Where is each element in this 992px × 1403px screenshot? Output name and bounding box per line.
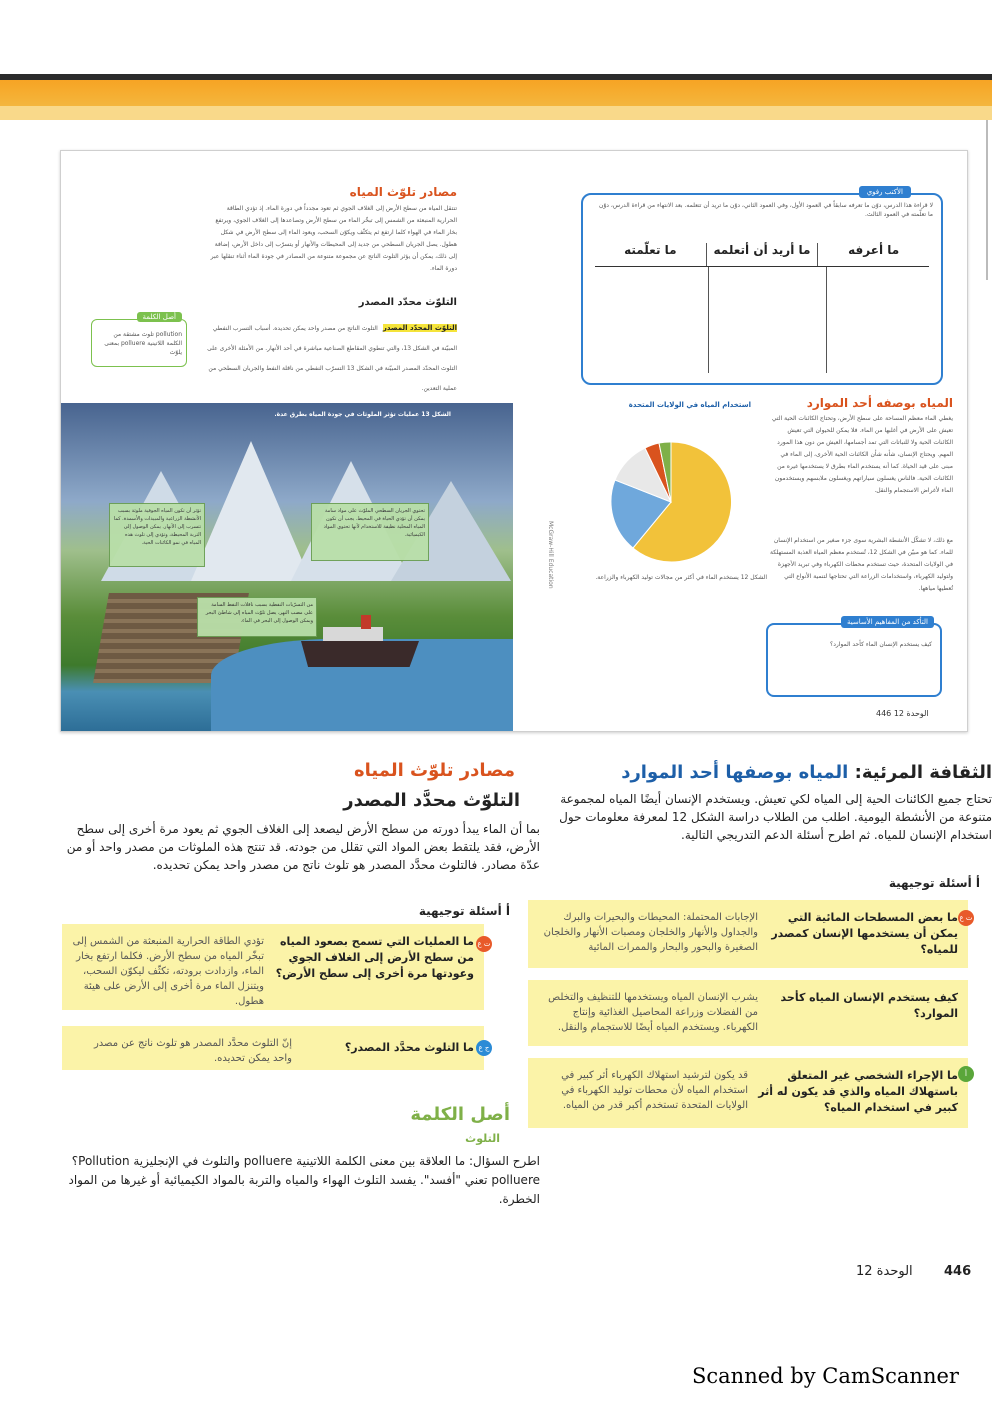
level-badge-left-2: ج ع (476, 1040, 492, 1056)
spread-resource-title: المياه بوصفه أحد الموارد (806, 396, 953, 410)
spread-def-highlight: التلوّث المحدّد المصدر (382, 324, 457, 332)
left-question-box-2 (62, 1026, 484, 1070)
page-edge-line (986, 120, 988, 280)
word-origin-paragraph: اطرح السؤال: ما العلاقة بين معنى الكلمة اللاتينية polluere والتلوث في الإنجليزية Pollution؟ polluere تعني "أفسد". يفسد التلوث الهواء والمياه والتربة بالمواد الكيميائية أو غيرها من المواد الخطرة. (68, 1154, 540, 1206)
callout-runoff-text: تحتوي الجريان السطحي الملوّث على مواد سامة يمكن أن تؤذي الحياة في المحيط. يجب أن تكون المياه المحلية نظيفة للاستخدام لأنها تحتوي المواد الكيميائية. (323, 508, 425, 538)
top-light-band (0, 106, 992, 120)
textbook-spread-image (60, 150, 968, 732)
spread-pollution-text: تنتقل المياه من سطح الأرض إلى الغلاف الجوي ثم تعود مجدداً في دورة الماء. إذ تؤدي الطاقة الحرارية المنبعثة من الشمس إلى تبخّر الماء من سطح الأرض وتصاعدها إلى الغلاف الجوي، ويرتفع بخار الماء في الهواء كلما ارتفع ثم يتكثّف ويكوّن السحب، ويعود الماء إلى سطح الأرض في شكل هطول. يصل الجريان السطحي من جديد إلى المحيطات والأنهار أو يتسرّب إلى داخل الأرض، إضافة إلى ذلك، يمكن أن يؤثر التلوث الناتج عن مجموعة متنوعة من المصادر في جودة الماء أثناء تنقلها عبر دورة الماء. (210, 205, 457, 272)
key-concept-check-box (766, 618, 942, 697)
callout-oil-spill-text: من التسرّبات النفطية بسبب ناقلات النفط السامة على مصب النهر، يصل تلوّث المياه إلى شاطئ البحر ويمكن الوصول إلى البحر في الماء. (205, 602, 313, 624)
spread-pollution-title: مصادر تلوّث المياه (349, 185, 457, 199)
level-badge-left-1: ت ع (476, 936, 492, 952)
left-answer-2: إنّ التلوث محدَّد المصدر هو تلوث ناتج عن مصدر واحد يمكن تحديده. (93, 1038, 292, 1064)
left-section-paragraph: بما أن الماء يبدأ دورته من سطح الأرض ليصعد إلى الغلاف الجوي ثم يعود مرة أخرى إلى سطح الأرض، فقد يلتقط بعض المواد التي تقلل من جودته. قد تنتج هذه الملوثات من مصدر واحد أو من عدّة مصادر. فالتلوث محدَّد المصدر هو تلوث ناتج من مصدر واحد يمكن تحديده. (66, 822, 540, 872)
kwl-instructions: لا قراءة هذا الدرس، دوّن ما تعرفه سابقاً في العمود الأول، وفي العمود الثاني، دوّن ما تريد أن تتعلمه. بعد الانتهاء من قراءة الدرس، دوّن ما تعلّمته في العمود الثالث. (599, 202, 933, 218)
left-question-2: ما التلوث محدَّد المصدر؟ (344, 1041, 474, 1054)
spread-resource-text: يغطي الماء معظم المساحة على سطح الأرض، وتحتاج الكائنات الحية التي تعيش على الأرض في أغلبها من الماء. فلا يمكن للحيوان التي تعيش الكائنات الحية ولا للنباتات التي تمد أجسامها، العيش من دون هذا المورد المهم. ويحتاج الإنسان، شأنه شأن الكائنات الحية الأخرى، إلى الماء في مبنى على قيد الحياة. كما أنه يستخدم الماء بطرق لا يستخدمها غيره من الكائنات الحية. فالناس يغسلون سياراتهم ويغسلون ملابسهم ويستخدمون الماء لأغراض الاستجمام والنقل. (771, 415, 953, 494)
left-section-subtitle: التلوّث محدَّد المصدر (343, 790, 520, 811)
spread-point-source-subtitle: التلوّث محدّد المصدر (358, 297, 457, 308)
kwl-tag: الأكتب رفوي (859, 186, 911, 198)
spread-vertical-credit: McGraw-Hill Education (547, 521, 554, 589)
left-question-box-1 (62, 924, 484, 1010)
kwl-divider (826, 267, 827, 373)
tanker-stack (361, 615, 371, 629)
right-question-box-1 (528, 900, 968, 968)
kwl-col-want: ما أريد أن أتعلمه (706, 243, 818, 266)
right-answer-3: قد يكون لترشيد استهلاك الكهرباء أثر كبير في استخدام المياه لأن محطات توليد الكهرباء في الولايات المتحدة تستخدم أكبر قدر من المياه. (561, 1070, 748, 1111)
right-question-1: ما بعض المسطحات المائية التي يمكن أن يستخدمها الإنسان كمصدر للمياه؟ (771, 911, 958, 956)
pie-title: استخدام المياه في الولايات المتحدة (628, 401, 751, 409)
callout-groundwater (109, 503, 205, 567)
right-question-2: كيف يستخدم الإنسان المياه كأحد الموارد؟ (780, 991, 958, 1020)
kwl-col-learned: ما تعلّمته (624, 243, 677, 257)
pie-caption: الشكل 12 يستخدم الماء في أكثر من مجالات توليد الكهرباء والزراعة. (595, 574, 767, 581)
spread-def-text: التلوث الناتج من مصدر واحد يمكن تحديده. أسباب التسرب النفطي المبيّنة في الشكل 13، والتي تنطوي المقاطع الصناعية مباشرة في أحد الأنهار. من الأمثلة الأخرى على التلوث المحدّد المصدر المبيّنة في الشكل 13 التسرّب النفطي من ناقلة النفط والجريان السطحي من عملية التعدين. (207, 325, 457, 392)
key-concept-tag: التأكد من المفاهيم الأساسية (841, 616, 934, 628)
figure-13-caption: الشكل 13 عمليات تؤثر الملوثات في جودة المياه بطرق عدة. (274, 411, 451, 418)
top-orange-band (0, 80, 992, 106)
word-origin-title: أصل الكلمة (410, 1104, 510, 1125)
pie-graphic (591, 417, 751, 567)
callout-groundwater-text: تؤثر أن تكون المياه الجوفية ملوثة بسبب الأنشطة الزراعية والمبيدات والأسمدة. كما تتسرب إلى الأنهار. يمكن الوصول إلى التربة المحيطة، وتؤدي إلى تلوث هذه المياه في نمو الكائنات الحية. (113, 508, 201, 546)
right-section-paragraph: تحتاج جميع الكائنات الحية إلى المياه لكي تعيش. ويستخدم الإنسان أيضًا المياه لمجموعة متنوعة من الأنشطة اليومية. اطلب من الطلاب دراسة الشكل 12 لمعرفة معلومات حول استخدام الإنسان للمياه. ثم اطرح أسئلة الدعم التدريجي التالية. (559, 792, 992, 842)
right-section-title (540, 762, 992, 783)
level-badge-right-1: ت ع (958, 910, 974, 926)
visual-literacy-label: الثقافة المرئية: (854, 762, 992, 783)
kwl-header-row (595, 243, 929, 267)
right-answer-1: الإجابات المحتملة: المحيطات والبحيرات والبرك والجداول والأنهار والخلجان ومصبات الأنهار والخلجان الصغيرة والبحور والبحار والممرات المائية (543, 912, 758, 953)
level-badge-right-3: أ (958, 1066, 974, 1082)
right-question-box-3 (528, 1058, 968, 1128)
right-guiding-questions-heading: أ أسئلة توجيهية (888, 876, 980, 890)
spread-footer: الوحدة 12 446 (876, 709, 929, 718)
callout-oil-spill (197, 597, 317, 637)
key-concept-question: كيف يستخدم الإنسان الماء كأحد الموارد؟ (830, 641, 932, 648)
spread-resource-text-2: مع ذلك، لا تشكّل الأنشطة البشرية سوى جزء صغير من استخدام الإنسان للماء. كما هو مبيّن في الشكل 12، تُستخدم معظم المياه العذبة المستهلكة في الولايات المتحدة، حيث تستخدم محطات الكهرباء وفي تبريد الأجهزة ولتوليد الكهرباء، واستخدامات الزراعة التي تحتاجها لتنمية الأنواع التي تُعطيها مياهها. (770, 537, 953, 592)
spread-word-origin-box (91, 313, 187, 367)
pie-chart-figure-12 (591, 401, 767, 601)
footer-page-number: 446 (944, 1264, 972, 1279)
visual-literacy-topic: المياه بوصفها أحد الموارد (621, 762, 855, 783)
left-answer-1: تؤدي الطاقة الحرارية المنبعثة من الشمس إلى تبخّر المياه من سطح الأرض. فكلما ارتفع بخار الماء، وازدادت برودته، تكثّف ليكوّن السحب، ويتنزل الماء مرة أخرى إلى الأرض على هيئة هطول. (72, 936, 264, 1007)
right-question-3: ما الإجراء الشخصي غير المتعلق باستهلاك المياه والذي قد يكون له أثر كبير في استخدام المياه؟ (758, 1069, 958, 1114)
word-origin-subtitle: التلوث (465, 1132, 500, 1145)
tanker-deck (323, 627, 383, 643)
kwl-divider (708, 267, 709, 373)
left-guiding-questions-heading: أ أسئلة توجيهية (418, 904, 510, 918)
callout-runoff (311, 503, 429, 561)
spread-word-origin-tag: أصل الكلمة (137, 312, 182, 322)
water-pollution-diagram-figure-13 (61, 403, 513, 731)
spread-word-origin-text: pollution تلوث مشتقة من الكلمة اللاتينية polluere بمعنى يلوّث (104, 331, 182, 356)
scanner-watermark: Scanned by CamScanner (692, 1364, 959, 1388)
right-question-box-2 (528, 980, 968, 1046)
footer-unit: الوحدة 12 (856, 1264, 913, 1279)
left-section-title: مصادر تلوّث المياه (354, 760, 515, 781)
left-question-1: ما العمليات التي تسمح بصعود المياه من سطح الأرض إلى الغلاف الجوي وعودتها مرة أخرى إلى سطح الأرض؟ (275, 935, 474, 980)
right-answer-2: يشرب الإنسان المياه ويستخدمها للتنظيف والتخلص من الفضلات وزراعة المحاصيل الغذائية وإنتاج الكهرباء. ويستخدم المياه أيضًا للاستجمام والنقل. (548, 992, 758, 1033)
kwl-col-know: ما أعرفه (817, 243, 929, 266)
oil-tanker (301, 641, 419, 667)
kwl-chart (581, 188, 943, 385)
